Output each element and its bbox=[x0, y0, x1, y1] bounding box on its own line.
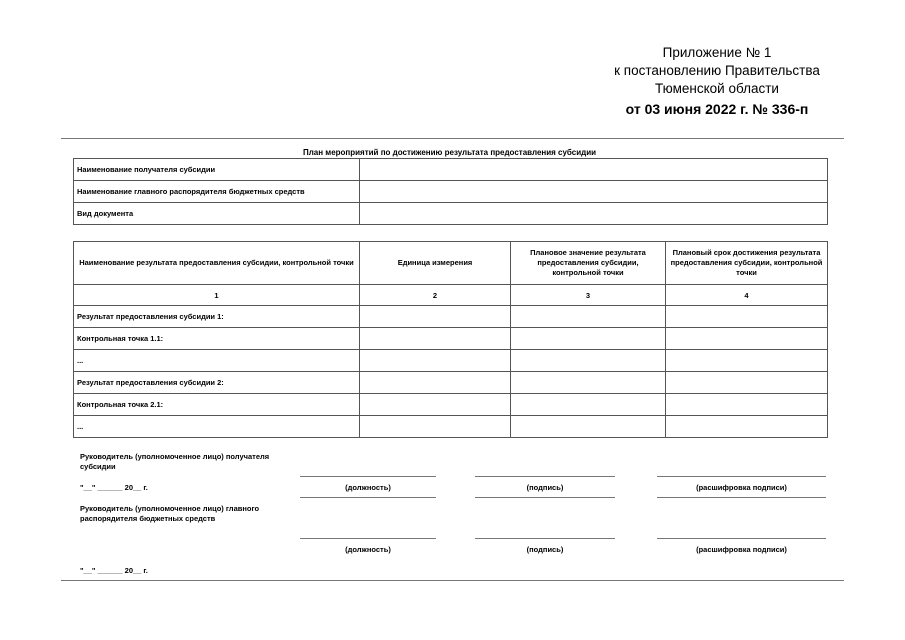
row-cell[interactable] bbox=[360, 372, 511, 394]
row-cell[interactable] bbox=[360, 306, 511, 328]
info-label: Наименование получателя субсидии bbox=[74, 159, 360, 181]
table-row bbox=[74, 416, 828, 438]
row-label: ... bbox=[74, 416, 360, 438]
info-row bbox=[74, 181, 828, 203]
row-label: Контрольная точка 1.1: bbox=[74, 328, 360, 350]
position-line[interactable] bbox=[300, 476, 436, 477]
table-row bbox=[74, 394, 828, 416]
top-divider bbox=[61, 138, 844, 139]
row-cell[interactable] bbox=[511, 350, 666, 372]
row-cell[interactable] bbox=[666, 394, 828, 416]
appendix-line-2: к постановлению Правительства bbox=[614, 63, 820, 78]
header-planned-date: Плановый срок достижения результата предоставления субсидии, контрольной точки bbox=[666, 242, 828, 285]
distributor-head-label: Руководитель (уполномоченное лицо) главного распорядителя бюджетных средств bbox=[80, 504, 260, 523]
bottom-divider bbox=[61, 580, 844, 581]
row-label: Результат предоставления субсидии 2: bbox=[74, 372, 360, 394]
column-number: 4 bbox=[666, 285, 828, 306]
signature-line[interactable] bbox=[475, 476, 615, 477]
row-cell[interactable] bbox=[511, 372, 666, 394]
header-planned-value: Плановое значение результата предоставления субсидии, контрольной точки bbox=[511, 242, 666, 285]
row-label: ... bbox=[74, 350, 360, 372]
plan-table bbox=[73, 241, 828, 438]
header-unit: Единица измерения bbox=[360, 242, 511, 285]
decoding-caption: (расшифровка подписи) bbox=[696, 483, 787, 492]
appendix-decree-date: от 03 июня 2022 г. № 336-п bbox=[625, 101, 809, 117]
info-label: Вид документа bbox=[74, 203, 360, 225]
table-row bbox=[74, 350, 828, 372]
signature-caption: (подпись) bbox=[526, 483, 564, 492]
column-number: 3 bbox=[511, 285, 666, 306]
table-row bbox=[74, 328, 828, 350]
info-table bbox=[73, 158, 828, 225]
row-cell[interactable] bbox=[360, 350, 511, 372]
row-cell[interactable] bbox=[511, 306, 666, 328]
row-cell[interactable] bbox=[666, 416, 828, 438]
info-value[interactable] bbox=[360, 203, 828, 225]
row-cell[interactable] bbox=[511, 328, 666, 350]
divider-line bbox=[657, 497, 826, 498]
row-cell[interactable] bbox=[666, 328, 828, 350]
row-label: Результат предоставления субсидии 1: bbox=[74, 306, 360, 328]
date-field[interactable]: "__" ______ 20__ г. bbox=[80, 483, 148, 492]
row-cell[interactable] bbox=[511, 394, 666, 416]
info-label: Наименование главного распорядителя бюджетных средств bbox=[74, 181, 360, 203]
column-number: 1 bbox=[74, 285, 360, 306]
info-value[interactable] bbox=[360, 159, 828, 181]
info-value[interactable] bbox=[360, 181, 828, 203]
signature-caption: (подпись) bbox=[526, 545, 564, 554]
appendix-title: Приложение № 1 bbox=[662, 45, 772, 60]
divider-line bbox=[475, 497, 615, 498]
row-cell[interactable] bbox=[360, 416, 511, 438]
table-row bbox=[74, 372, 828, 394]
row-cell[interactable] bbox=[511, 416, 666, 438]
recipient-head-label: Руководитель (уполномоченное лицо) получателя субсидии bbox=[80, 452, 270, 471]
appendix-line-3: Тюменской области bbox=[655, 81, 779, 96]
signature-line[interactable] bbox=[475, 538, 615, 539]
appendix-header bbox=[597, 44, 837, 118]
table-row bbox=[74, 306, 828, 328]
info-row bbox=[74, 203, 828, 225]
column-number: 2 bbox=[360, 285, 511, 306]
decoding-caption: (расшифровка подписи) bbox=[696, 545, 787, 554]
position-caption: (должность) bbox=[345, 545, 391, 554]
plan-table-header bbox=[74, 242, 828, 285]
date-field[interactable]: "__" ______ 20__ г. bbox=[80, 566, 148, 575]
row-cell[interactable] bbox=[666, 350, 828, 372]
plan-title: План мероприятий по достижению результата предоставления субсидии bbox=[302, 148, 597, 157]
row-cell[interactable] bbox=[360, 328, 511, 350]
row-cell[interactable] bbox=[360, 394, 511, 416]
row-cell[interactable] bbox=[666, 306, 828, 328]
position-line[interactable] bbox=[300, 538, 436, 539]
position-caption: (должность) bbox=[345, 483, 391, 492]
header-result-name: Наименование результата предоставления субсидии, контрольной точки bbox=[74, 242, 360, 285]
info-row bbox=[74, 159, 828, 181]
column-numbers-row bbox=[74, 285, 828, 306]
decoding-line[interactable] bbox=[657, 476, 826, 477]
row-cell[interactable] bbox=[666, 372, 828, 394]
divider-line bbox=[300, 497, 436, 498]
decoding-line[interactable] bbox=[657, 538, 826, 539]
row-label: Контрольная точка 2.1: bbox=[74, 394, 360, 416]
